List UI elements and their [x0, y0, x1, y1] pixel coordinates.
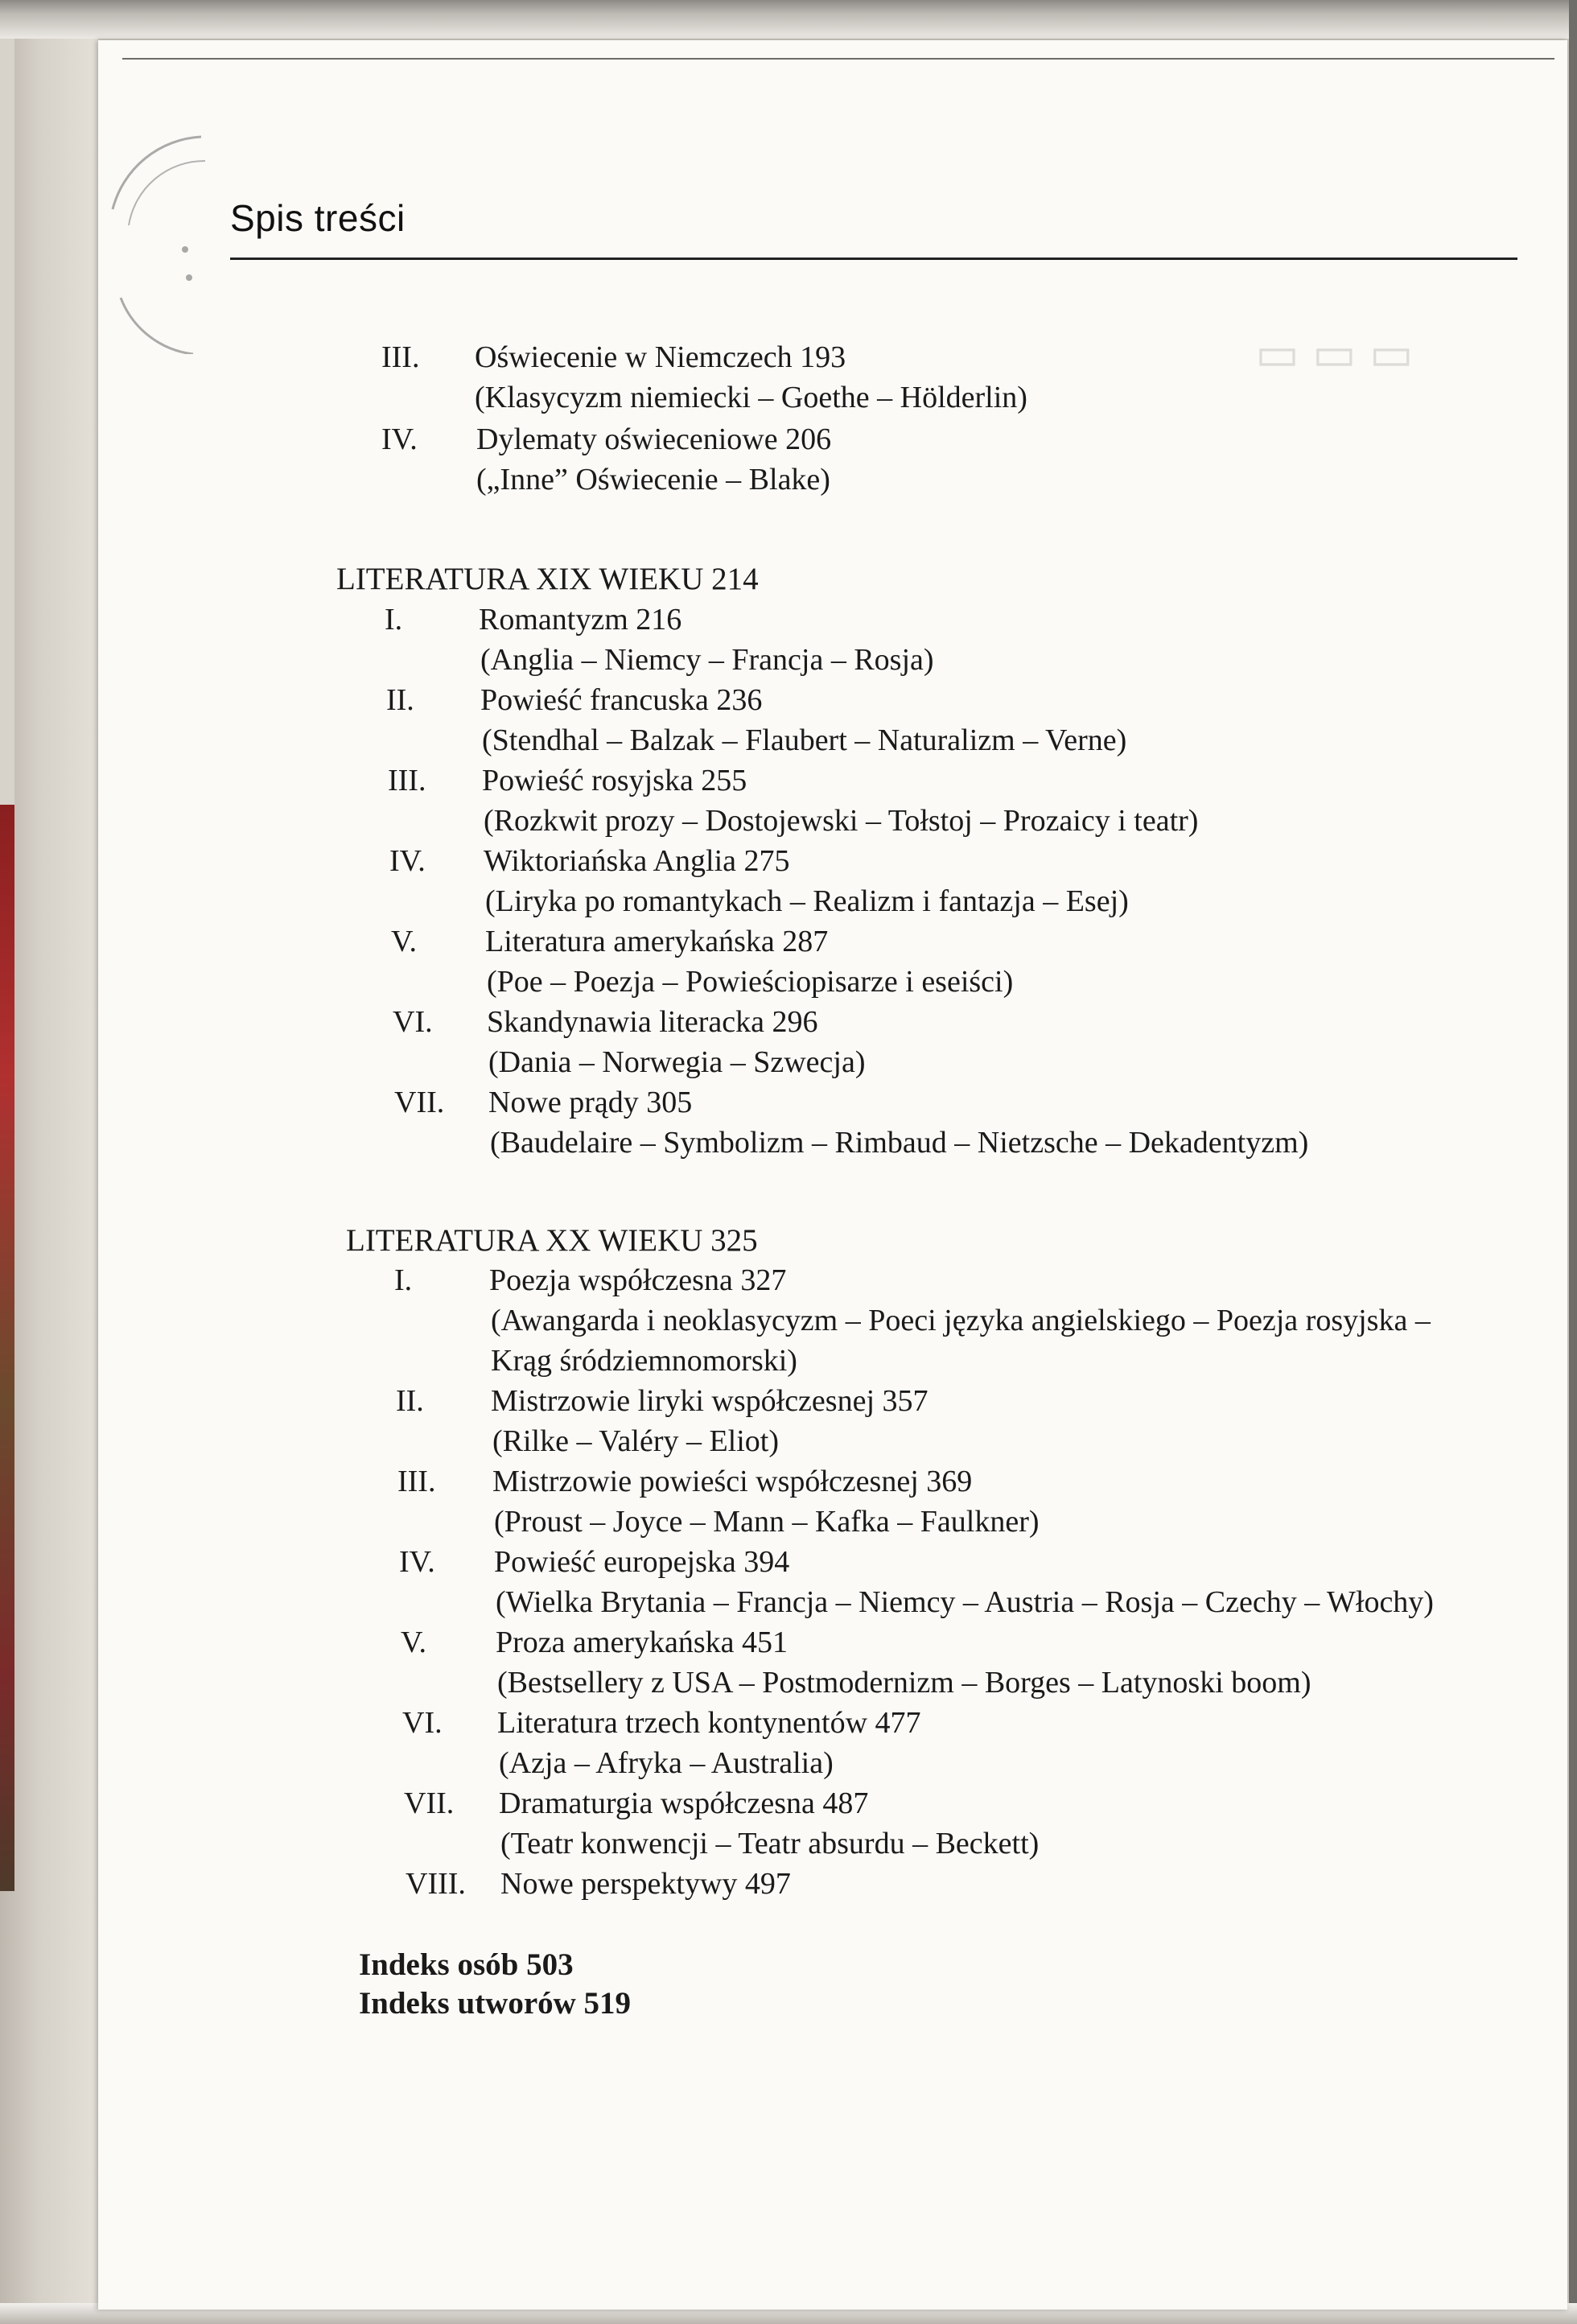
- entry-title: Literatura amerykańska 287: [485, 925, 829, 958]
- entry-number: IV.: [381, 422, 418, 456]
- entry-title: Proza amerykańska 451: [496, 1626, 788, 1659]
- entry-number: I.: [385, 603, 403, 637]
- entry-number: III.: [381, 340, 420, 374]
- page-title: Spis treści: [230, 197, 406, 239]
- entry-title: Wiktoriańska Anglia 275: [484, 844, 790, 878]
- entry-title: Nowe perspektywy 497: [500, 1867, 791, 1901]
- entry-number: VI.: [393, 1005, 433, 1039]
- entry-subtitle: (Bestsellery z USA – Postmodernizm – Borges – Latynoski boom): [497, 1666, 1311, 1700]
- entry-number: III.: [397, 1465, 436, 1498]
- entry-title: Mistrzowie powieści współczesnej 369: [492, 1465, 973, 1498]
- entry-subtitle: (Teatr konwencji – Teatr absurdu – Beckett): [500, 1827, 1040, 1860]
- entry-number: IV.: [399, 1545, 435, 1579]
- scanner-background-right: [1569, 0, 1577, 2324]
- scanner-background-top: [0, 0, 1577, 39]
- entry-number: I.: [394, 1263, 413, 1297]
- entry-title: Powieść rosyjska 255: [482, 764, 747, 797]
- entry-subtitle: (Anglia – Niemcy – Francja – Rosja): [480, 643, 934, 677]
- entry-subtitle: (Rilke – Valéry – Eliot): [492, 1424, 780, 1458]
- entry-subtitle: (Dania – Norwegia – Szwecja): [488, 1045, 866, 1079]
- entry-number: II.: [386, 683, 414, 717]
- scanner-background-left: [0, 0, 98, 2324]
- entry-title: Powieść francuska 236: [480, 683, 763, 717]
- entry-number: VI.: [402, 1706, 443, 1740]
- section-heading: LITERATURA XX WIEKU 325: [346, 1223, 758, 1258]
- entry-number: VIII.: [406, 1867, 466, 1901]
- index-entry: Indeks utworów 519: [359, 1986, 632, 2021]
- entry-title: Powieść europejska 394: [494, 1545, 790, 1579]
- entry-subtitle: (Stendhal – Balzak – Flaubert – Naturalizm – Verne): [482, 723, 1127, 757]
- title-rule: [230, 258, 1517, 260]
- entry-subtitle: (Poe – Poezja – Powieściopisarze i eseiści): [487, 965, 1014, 999]
- entry-subtitle: (Baudelaire – Symbolizm – Rimbaud – Nietzsche – Dekadentyzm): [490, 1126, 1309, 1160]
- entry-title: Skandynawia literacka 296: [487, 1005, 818, 1039]
- entry-subtitle: (Wielka Brytania – Francja – Niemcy – Austria – Rosja – Czechy – Włochy): [496, 1585, 1434, 1619]
- index-entry: Indeks osób 503: [359, 1947, 574, 1982]
- entry-number: V.: [391, 925, 418, 958]
- entry-subtitle: (Awangarda i neoklasycyzm – Poeci języka angielskiego – Poezja rosyjska –: [491, 1304, 1431, 1337]
- entry-number: VII.: [394, 1086, 445, 1119]
- entry-subtitle: (Rozkwit prozy – Dostojewski – Tołstoj – Prozaicy i teatr): [484, 804, 1199, 838]
- entry-title: Dylematy oświeceniowe 206: [476, 422, 832, 456]
- entry-number: II.: [396, 1384, 424, 1418]
- entry-title: Dramaturgia współczesna 487: [499, 1786, 869, 1820]
- entry-number: IV.: [389, 844, 426, 878]
- section-heading: LITERATURA XIX WIEKU 214: [336, 562, 759, 596]
- entry-subtitle: (Azja – Afryka – Australia): [499, 1746, 834, 1780]
- entry-title: Oświecenie w Niemczech 193: [475, 340, 846, 374]
- entry-subtitle: (Liryka po romantykach – Realizm i fantazja – Esej): [485, 884, 1129, 918]
- entry-subtitle: („Inne” Oświecenie – Blake): [476, 463, 830, 497]
- entry-number: III.: [388, 764, 426, 797]
- entry-title: Literatura trzech kontynentów 477: [497, 1706, 921, 1740]
- library-stamp: [97, 113, 209, 354]
- entry-number: V.: [401, 1626, 427, 1659]
- entry-title: Poezja współczesna 327: [489, 1263, 787, 1297]
- bleed-through-title: ▭ ▭ ▭: [1255, 328, 1414, 380]
- entry-number: VII.: [404, 1786, 455, 1820]
- entry-subtitle: (Klasycyzm niemiecki – Goethe – Hölderlin): [475, 381, 1027, 414]
- entry-title: Mistrzowie liryki współczesnej 357: [491, 1384, 928, 1418]
- entry-subtitle: Krąg śródziemnomorski): [491, 1344, 797, 1378]
- entry-title: Nowe prądy 305: [488, 1086, 693, 1119]
- entry-title: Romantyzm 216: [479, 603, 682, 637]
- entry-subtitle: (Proust – Joyce – Mann – Kafka – Faulkner): [494, 1505, 1040, 1539]
- page-top-line: [122, 58, 1554, 60]
- book-spine-edge: [0, 805, 14, 1891]
